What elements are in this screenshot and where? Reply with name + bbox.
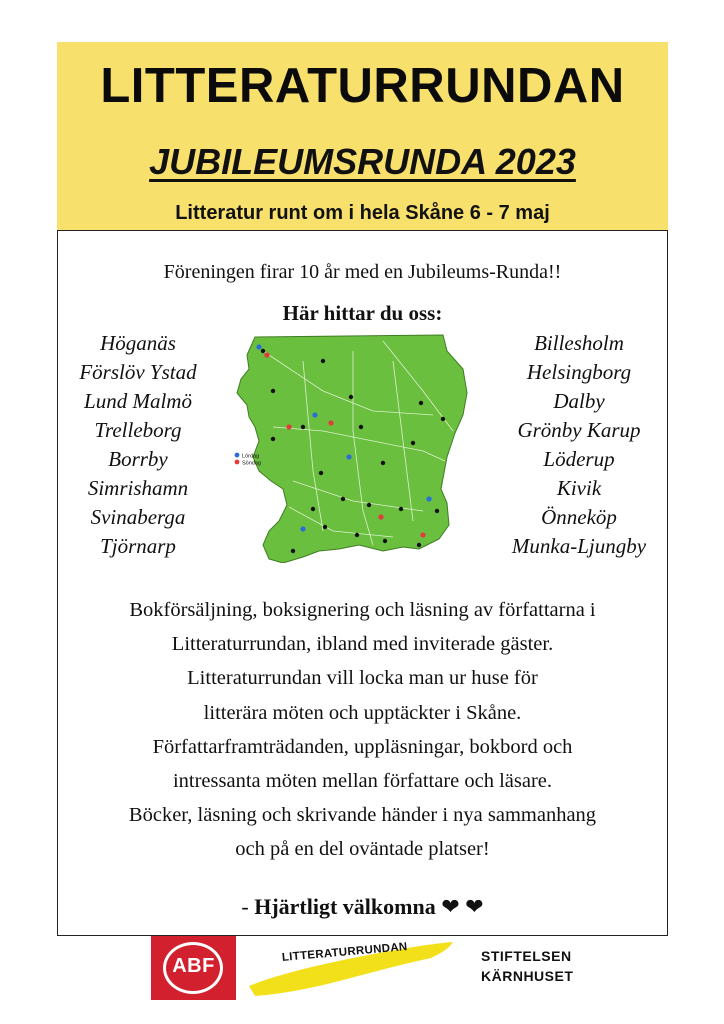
legend-sunday-icon xyxy=(235,460,240,465)
place-item: Tjörnarp xyxy=(100,534,176,558)
places-list-right xyxy=(490,329,668,561)
description-line: litterära möten och upptäckter i Skåne. xyxy=(203,701,522,724)
legend-saturday-icon xyxy=(235,453,240,458)
legend-saturday-label: Lördag xyxy=(242,453,260,460)
description-line: Författarframträdanden, uppläsningar, bokbord och xyxy=(152,735,573,758)
place-item: Kivik xyxy=(556,476,602,500)
place-item: Helsingborg xyxy=(526,360,632,384)
poster-tagline: Litteratur runt om i hela Skåne 6 - 7 maj xyxy=(175,202,550,224)
intro-text: Föreningen firar 10 år med en Jubileums-Runda!! xyxy=(163,261,562,283)
skane-map xyxy=(233,331,483,563)
abf-logo-text: ABF xyxy=(172,955,215,977)
abf-logo xyxy=(151,936,236,1000)
poster-subtitle: JUBILEUMSRUNDA 2023 xyxy=(149,141,576,182)
place-item: Höganäs xyxy=(100,331,176,355)
content-frame xyxy=(57,230,668,936)
footer-logos xyxy=(0,936,724,1024)
heart-icon: ❤ ❤ xyxy=(441,894,484,919)
description-line: Böcker, läsning och skrivande händer i nya sammanhang xyxy=(128,804,597,827)
description-line: och på en del oväntade platser! xyxy=(235,838,490,861)
header-banner xyxy=(57,42,668,230)
place-item: Svinaberga xyxy=(90,505,186,529)
foundation-line: STIFTELSEN xyxy=(481,948,572,964)
welcome-line xyxy=(58,894,667,920)
place-item: Trelleborg xyxy=(94,418,182,442)
place-item: Dalby xyxy=(553,389,605,413)
place-item: Simrishamn xyxy=(87,476,189,500)
legend-sunday-label: Söndag xyxy=(242,460,261,467)
place-item: Lund Malmö xyxy=(84,389,192,413)
description-line: Bokförsäljning, boksignering och läsning av författarna i xyxy=(129,599,596,621)
description-line: Litteraturrundan, ibland med inviterade gäster. xyxy=(171,633,554,656)
place-item: Grönby Karup xyxy=(517,418,641,442)
foundation-line: KÄRNHUSET xyxy=(481,968,574,984)
place-item: Munka-Ljungby xyxy=(511,534,647,558)
place-item: Billesholm xyxy=(534,331,624,355)
description-text xyxy=(68,593,657,867)
poster-title: LITTERATURRUNDAN xyxy=(100,59,625,113)
litteraturrundan-logo-text: LITTERATURRUNDAN xyxy=(281,941,409,964)
place-item: Borrby xyxy=(108,447,168,471)
place-item: Förslöv Ystad xyxy=(79,360,197,384)
welcome-text: Hjärtligt välkomna xyxy=(254,894,436,919)
place-item: Önneköp xyxy=(541,505,617,529)
find-us-heading: Här hittar du oss: xyxy=(282,301,443,325)
description-line: Litteraturrundan vill locka man ur huse för xyxy=(187,667,538,690)
stiftelsen-karnhuset-logo xyxy=(481,946,573,986)
description-line: intressanta möten mellan författare och läsare. xyxy=(172,770,553,793)
skane-map-shape xyxy=(237,335,467,563)
welcome-prefix: - xyxy=(241,894,255,919)
place-item: Löderup xyxy=(543,447,615,471)
places-list-left xyxy=(58,329,218,561)
